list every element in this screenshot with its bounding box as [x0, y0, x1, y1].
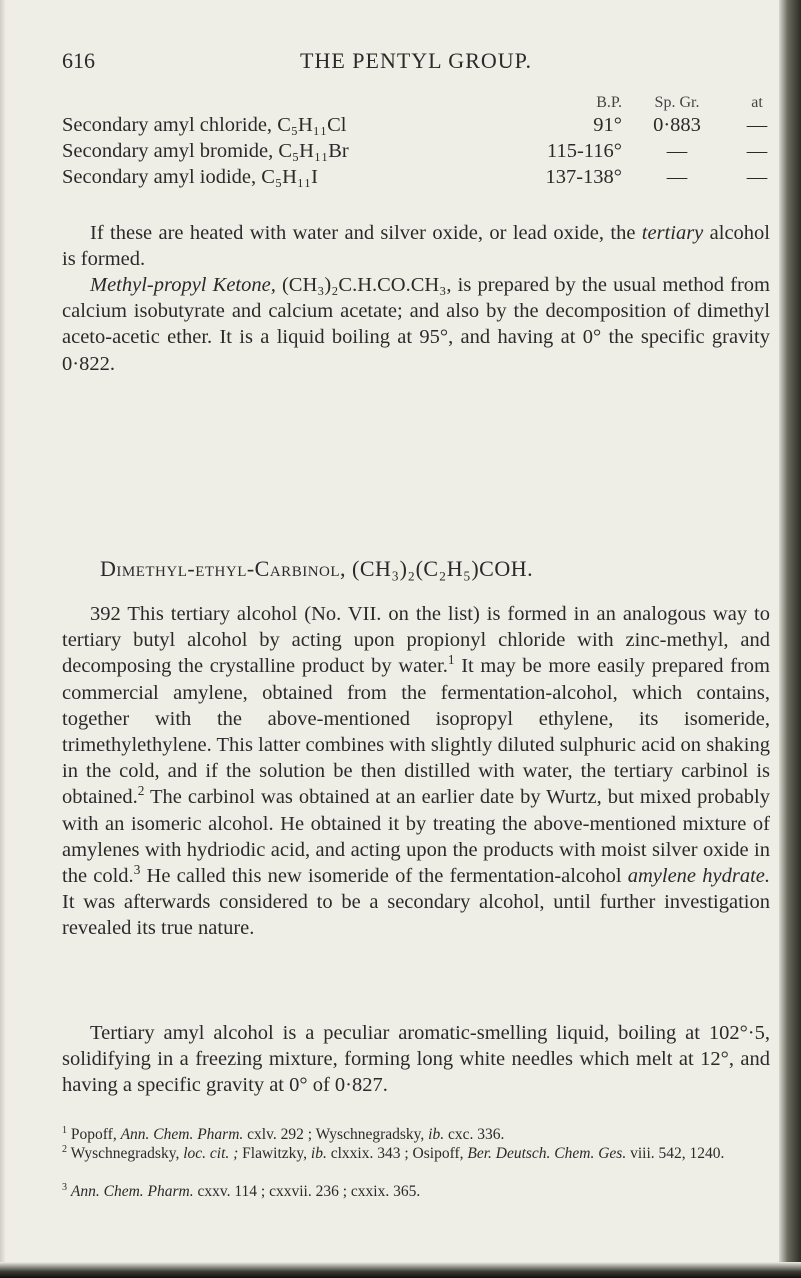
carbinol-formula: (CH₃)₂(C₂H₅)COH. — [352, 556, 534, 581]
running-title: THE PENTYL GROUP. — [300, 48, 532, 73]
paragraph-tertiary-alcohol: If these are heated with water and silver oxide, or lead oxide, the tertiary alcohol is formed. — [62, 222, 770, 271]
paragraph-tertiary-amyl: Tertiary amyl alcohol is a peculiar aromatic-smelling liquid, boiling at 102°·5, solidifying in a freezing mixture, forming long white needles which melt at 12°, and having a specific gravity at 0° of 0·827. — [62, 1022, 770, 1097]
footnote-ref: 2 — [137, 783, 145, 799]
compound-name: Secondary amyl bromide, C₅H₁₁Br — [62, 140, 349, 162]
page-left-shadow — [0, 0, 6, 1278]
compound-title: Methyl-propyl Ketone, — [90, 274, 276, 296]
specific-gravity: — — [666, 166, 688, 188]
table-row — [62, 114, 782, 142]
ketone-formula: (CH₃)₂C.H.CO.CH₃, — [281, 274, 452, 296]
boiling-point: 91° — [593, 114, 622, 136]
page-bottom-shadow — [0, 1262, 801, 1278]
at-value: — — [746, 140, 768, 162]
boiling-point: 137-138° — [545, 166, 622, 188]
at-value: — — [746, 166, 768, 188]
paragraph-392: 392 This tertiary alcohol (No. VII. on the list) is formed in an analogous way to tertiary butyl alcohol by acting upon propionyl chloride with zinc-methyl, and decomposing the crystalline product by water.$^1$ It may be more easily prepared from commercial amylene, obtained from the fermentation-alcohol, which contains, together with the above-mentioned isopropyl ethylene, its isomeride, trimethylethylene. This latter combines with slightly diluted sulphuric acid on shaking in the cold, and if the solution be then distilled with water, the tertiary carbinol is obtained.$^2$ The carbinol was obtained at an earlier date by Wurtz, but mixed probably with an isomeric alcohol. He obtained it by treating the above-mentioned mixture of amylenes with hydriodic acid, and acting upon the products with moist silver oxide in the cold.$^3$ He called this new isomeride of the fermentation-alcohol amylene hydrate. It was afterwards considered to be a secondary alcohol, until further investigation revealed its true nature. — [62, 603, 770, 940]
page-binding-edge — [779, 0, 801, 1278]
column-header-at: at — [751, 94, 763, 111]
column-header-sp-gr: Sp. Gr. — [654, 94, 700, 111]
column-header-bp: B.P. — [596, 94, 622, 111]
compound-formula: C₅H₁₁Cl — [277, 114, 347, 136]
compound-name: Secondary amyl iodide, C₅H₁₁I — [62, 166, 319, 188]
section-number: 392 — [90, 603, 121, 625]
footnote-ref: 1 — [447, 652, 455, 668]
specific-gravity: 0·883 — [653, 114, 701, 136]
footnote: $^2$ Wyschnegradsky, loc. cit. ; Flawitzky, ib. clxxix. 343 ; Osipoff, Ber. Deutsch. Chem. Ges. viii. 542, 1240. — [62, 1143, 725, 1162]
footnote-ref: 3 — [133, 862, 141, 878]
compound-name: Secondary amyl chloride, C₅H₁₁Cl — [62, 114, 347, 136]
at-value: — — [746, 114, 768, 136]
page-number: 616 — [62, 48, 95, 73]
compound-formula: C₅H₁₁I — [261, 166, 319, 188]
specific-gravity: — — [666, 140, 688, 162]
boiling-point: 115-116° — [546, 140, 622, 162]
table-row — [62, 140, 782, 168]
running-header — [62, 48, 770, 88]
table-row — [62, 166, 782, 194]
footnote: $^3$ Ann. Chem. Pharm. cxxv. 114 ; cxxvii. 236 ; cxxix. 365. — [62, 1181, 421, 1200]
paragraph-methyl-propyl-ketone: Methyl-propyl Ketone, (CH₃)₂C.H.CO.CH₃, is prepared by the usual method from calcium isobutyrate and calcium acetate; and also by the decomposition of dimethyl aceto-acetic ether. It is a liquid boiling at 95°, and having at 0° the specific gravity 0·822. — [62, 274, 771, 375]
section-heading: Dimethyl-ethyl-Carbinol, (CH₃)₂(C₂H₅)COH. — [100, 556, 534, 581]
compound-formula: C₅H₁₁Br — [278, 140, 349, 162]
footnote: $^1$ Popoff, Ann. Chem. Pharm. cxlv. 292 ; Wyschnegradsky, ib. cxc. 336. — [62, 1124, 505, 1143]
